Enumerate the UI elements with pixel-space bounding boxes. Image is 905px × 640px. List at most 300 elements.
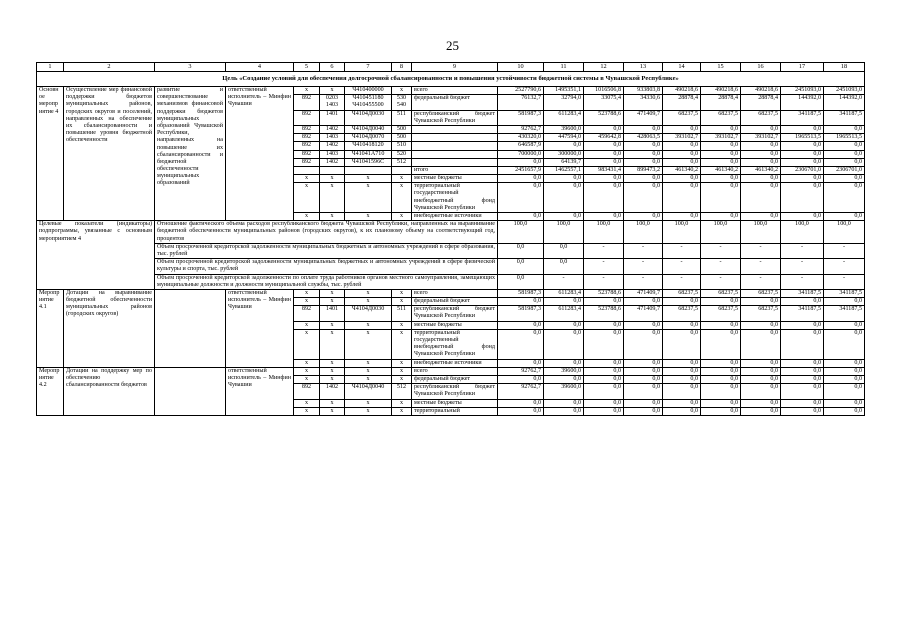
indicator-text: Объем просроченной кредиторской задолженности по оплате труда работников органов местного самоуправления, замещающих муниципальные должности и должности муниципальной службы, тыс. рублей [155,274,498,289]
budget-code-c6: x [320,175,345,183]
budget-code-c8: x [392,329,412,359]
amount-cell: 393102,7 [741,134,781,142]
amount-cell: 0,0 [781,399,824,407]
amount-cell: 0,0 [498,399,544,407]
amount-cell: 428063,5 [624,134,663,142]
amount-cell: 92762,7 [498,367,544,375]
amount-cell: 341187,5 [781,289,824,297]
amount-cell: 0,0 [781,329,824,359]
amount-cell: 0,0 [701,375,741,383]
budget-code-c8: x [392,175,412,183]
amount-cell: 0,0 [663,125,701,133]
budget-code-c5: x [294,359,320,367]
amount-cell: 581987,3 [498,289,544,297]
amount-cell: 0,0 [701,407,741,415]
amount-cell: 2306701,0 [781,166,824,174]
amount-cell: 0,0 [624,213,663,221]
budget-code-c5: x [294,289,320,297]
column-number: 1 [37,63,64,72]
amount-cell: 0,0 [741,407,781,415]
indicator-text: Объем просроченной кредиторской задолженности муниципальных бюджетных и автономных учреждений в сфере образования, тыс. рублей [155,243,498,258]
amount-cell: 0,0 [741,142,781,150]
indicator-value: - [781,259,824,274]
amount-cell: 0,0 [544,213,584,221]
amount-cell: 34330,6 [624,95,663,110]
funding-source: итого [412,166,498,174]
amount-cell: 0,0 [584,384,624,399]
amount-cell: 0,0 [498,321,544,329]
budget-code-c6: x [320,183,345,213]
amount-cell: 39600,0 [544,125,584,133]
amount-cell: 0,0 [624,321,663,329]
funding-source: федеральный бюджет [412,375,498,383]
budget-code-c5: x [294,329,320,359]
funding-source [412,134,498,142]
amount-cell: 0,0 [781,298,824,306]
column-number: 11 [544,63,584,72]
amount-cell: 0,0 [624,384,663,399]
amount-cell: 0,0 [624,329,663,359]
indicator-value: 0,0 [544,259,584,274]
amount-cell: 0,0 [663,367,701,375]
amount-cell: 523788,6 [584,306,624,321]
indicator-value: - [824,259,865,274]
budget-code-c5 [294,166,320,174]
amount-cell: 76132,7 [498,95,544,110]
indicator-value: - [584,259,624,274]
budget-code-c8: 530 540 [392,95,412,110]
indicator-value: 100,0 [663,221,701,244]
indicator-value: - [741,274,781,289]
amount-cell: 0,0 [824,321,865,329]
amount-cell: 1462557,1 [544,166,584,174]
funding-source: местные бюджеты [412,399,498,407]
amount-cell: 0,0 [544,399,584,407]
indicator-row [37,221,865,244]
expected-result [155,289,226,367]
amount-cell: 0,0 [741,359,781,367]
indicator-text: Объем просроченной кредиторской задолженности муниципальных бюджетных и автономных учреждений в сфере физической культуры и спорта, тыс. рублей [155,259,498,274]
budget-code-c7: Ч410418120 [345,142,392,150]
budget-code-c5: 892 [294,142,320,150]
amount-cell: 646587,9 [498,142,544,150]
amount-cell: 0,0 [584,329,624,359]
budget-code-c5: x [294,175,320,183]
amount-cell: 0,0 [663,213,701,221]
amount-cell: 68237,5 [701,110,741,125]
amount-cell: 0,0 [584,407,624,415]
budget-code-c5: x [294,367,320,375]
indicator-value: 100,0 [701,221,741,244]
amount-cell: 144392,0 [781,95,824,110]
table-row [37,87,865,95]
budget-code-c7: x [345,183,392,213]
budget-code-c7: x [345,213,392,221]
amount-cell: 92762,7 [498,125,544,133]
amount-cell: 0,0 [663,384,701,399]
indicator-value: - [701,243,741,258]
column-number: 5 [294,63,320,72]
amount-cell: 0,0 [584,183,624,213]
amount-cell: 0,0 [663,399,701,407]
amount-cell: 0,0 [624,407,663,415]
amount-cell: 0,0 [701,367,741,375]
funding-source: республиканский бюджет Чувашской Республики [412,110,498,125]
funding-source: всего [412,289,498,297]
amount-cell: 0,0 [824,142,865,150]
amount-cell: 0,0 [624,125,663,133]
indicator-row [37,259,865,274]
column-number: 16 [741,63,781,72]
funding-source [412,158,498,166]
amount-cell: 0,0 [498,298,544,306]
page-number: 25 [446,38,459,53]
budget-code-c7: Ч4104Д0040 [345,384,392,399]
budget-code-c5: x [294,321,320,329]
budget-code-c7: x [345,175,392,183]
indicator-value: - [624,274,663,289]
amount-cell: 0,0 [584,321,624,329]
amount-cell: 0,0 [781,367,824,375]
budget-code-c5: x [294,213,320,221]
amount-cell: 0,0 [824,407,865,415]
budget-code-c8 [392,166,412,174]
amount-cell: 0,0 [544,175,584,183]
amount-cell: 0,0 [824,375,865,383]
funding-source [412,150,498,158]
budget-code-c8: x [392,298,412,306]
indicator-value: - [624,243,663,258]
budget-code-c7: Ч410451180 Ч410455500 [345,95,392,110]
amount-cell: 2306701,0 [824,166,865,174]
budget-code-c6: x [320,213,345,221]
amount-cell: 0,0 [584,175,624,183]
amount-cell: 0,0 [741,329,781,359]
amount-cell: 0,0 [498,375,544,383]
amount-cell: 0,0 [498,213,544,221]
amount-cell: 0,0 [544,142,584,150]
budget-code-c6: 1401 [320,306,345,321]
amount-cell: 0,0 [544,407,584,415]
budget-code-c6: 1402 [320,125,345,133]
amount-cell: 0,0 [781,321,824,329]
column-number: 13 [624,63,663,72]
amount-cell: 0,0 [824,298,865,306]
amount-cell: 0,0 [741,158,781,166]
amount-cell: 0,0 [584,213,624,221]
budget-code-c6: 0203 1403 [320,95,345,110]
indicator-value: 100,0 [498,221,544,244]
amount-cell: 0,0 [624,367,663,375]
funding-source: федеральный бюджет [412,298,498,306]
expected-result [155,367,226,415]
budget-code-c7: Ч4104Д0030 [345,306,392,321]
amount-cell: 581987,3 [498,306,544,321]
budget-code-c8: x [392,87,412,95]
amount-cell: 300000,0 [544,150,584,158]
amount-cell: 0,0 [701,158,741,166]
budget-code-c5: 892 [294,384,320,399]
amount-cell: 0,0 [663,158,701,166]
amount-cell: 0,0 [701,384,741,399]
activity-code: Мероприятие 4.2 [37,367,64,415]
budget-code-c8: x [392,289,412,297]
amount-cell: 0,0 [663,375,701,383]
amount-cell: 0,0 [741,321,781,329]
amount-cell: 0,0 [624,375,663,383]
amount-cell: 341187,5 [824,110,865,125]
amount-cell: 0,0 [624,175,663,183]
budget-code-c8: x [392,407,412,415]
amount-cell: 0,0 [584,125,624,133]
amount-cell: 0,0 [584,375,624,383]
amount-cell: 1016506,8 [584,87,624,95]
amount-cell: 611283,4 [544,110,584,125]
amount-cell: 0,0 [624,359,663,367]
budget-code-c8: 500 [392,134,412,142]
column-number: 18 [824,63,865,72]
budget-code-c6: x [320,87,345,95]
budget-code-c6: 1402 [320,142,345,150]
budget-code-c5: 892 [294,150,320,158]
column-number: 10 [498,63,544,72]
column-number: 12 [584,63,624,72]
amount-cell: 0,0 [624,142,663,150]
budget-code-c5: x [294,298,320,306]
budget-code-c7: x [345,321,392,329]
budget-code-c7: Ч41041А710 [345,150,392,158]
budget-code-c8: x [392,183,412,213]
amount-cell: 611283,4 [544,289,584,297]
activity-name: Осуществление мер финансовой поддержки бюджетов муниципальных районов, городских округов и поселений, направленных на обеспечение их сбалансированности и повышение уровня бюджетной обеспеченности [64,87,155,221]
amount-cell: 461340,2 [741,166,781,174]
amount-cell: 0,0 [584,158,624,166]
funding-source [412,142,498,150]
amount-cell: 0,0 [781,175,824,183]
indicator-value: 0,0 [498,274,544,289]
funding-source: местные бюджеты [412,175,498,183]
column-number-row [37,63,865,72]
amount-cell: 0,0 [781,150,824,158]
budget-code-c5: x [294,183,320,213]
amount-cell: 0,0 [741,298,781,306]
budget-code-c7: x [345,399,392,407]
amount-cell: 1495351,1 [544,87,584,95]
amount-cell: 1965513,5 [781,134,824,142]
indicator-value: 100,0 [741,221,781,244]
amount-cell: 0,0 [498,407,544,415]
budget-code-c5: 892 [294,134,320,142]
amount-cell: 0,0 [741,384,781,399]
amount-cell: 490218,6 [663,87,701,95]
goal-row [37,72,865,87]
amount-cell: 341187,5 [781,110,824,125]
amount-cell: 1965513,5 [824,134,865,142]
budget-code-c8: x [392,213,412,221]
amount-cell: 341187,5 [824,306,865,321]
indicator-value: - [584,274,624,289]
amount-cell: 430320,0 [498,134,544,142]
indicator-value: - [584,243,624,258]
indicator-value: 0,0 [498,243,544,258]
budget-code-c5: x [294,399,320,407]
amount-cell: 0,0 [701,183,741,213]
budget-table [36,62,865,416]
table-row [37,367,865,375]
amount-cell: 0,0 [781,213,824,221]
amount-cell: 0,0 [824,183,865,213]
amount-cell: 0,0 [663,175,701,183]
amount-cell: 523788,6 [584,289,624,297]
amount-cell: 0,0 [741,150,781,158]
funding-source: местные бюджеты [412,321,498,329]
amount-cell: 0,0 [498,359,544,367]
budget-code-c8: x [392,321,412,329]
indicator-value: 0,0 [498,259,544,274]
amount-cell: 68237,5 [741,306,781,321]
column-number: 6 [320,63,345,72]
funding-source: территориальный государственный внебюджетный фонд Чувашской Республики [412,329,498,359]
amount-cell: 471409,7 [624,306,663,321]
budget-code-c6: x [320,407,345,415]
budget-code-c6 [320,166,345,174]
amount-cell: 700000,0 [498,150,544,158]
indicator-value: - [701,259,741,274]
amount-cell: 0,0 [663,407,701,415]
column-number: 15 [701,63,741,72]
amount-cell: 0,0 [624,183,663,213]
amount-cell: 0,0 [741,175,781,183]
amount-cell: 611283,4 [544,306,584,321]
activity-code: Основное мероприятие 4 [37,87,64,221]
indicators-label: Целевые показатели (индикаторы) подпрограммы, увязанные с основным мероприятием 4 [37,221,155,290]
budget-code-c7: Ч4104Д0040 [345,125,392,133]
budget-code-c8: x [392,375,412,383]
budget-code-c5: x [294,375,320,383]
amount-cell: 0,0 [624,298,663,306]
column-number: 7 [345,63,392,72]
amount-cell: 0,0 [824,150,865,158]
column-number: 4 [226,63,294,72]
amount-cell: 0,0 [584,359,624,367]
amount-cell: 0,0 [781,125,824,133]
amount-cell: 0,0 [824,399,865,407]
amount-cell: 0,0 [584,142,624,150]
amount-cell: 0,0 [544,321,584,329]
amount-cell: 459642,8 [584,134,624,142]
indicator-value: - [663,274,701,289]
budget-code-c6: 1403 [320,134,345,142]
amount-cell: 0,0 [741,213,781,221]
budget-code-c7: x [345,375,392,383]
funding-source: территориальный [412,407,498,415]
amount-cell: 983431,4 [584,166,624,174]
amount-cell: 68237,5 [741,110,781,125]
amount-cell: 0,0 [824,175,865,183]
budget-code-c8: 510 [392,142,412,150]
amount-cell: 0,0 [663,329,701,359]
amount-cell: 0,0 [701,125,741,133]
amount-cell: 0,0 [701,142,741,150]
budget-code-c6: 1401 [320,110,345,125]
budget-code-c6: x [320,298,345,306]
budget-code-c8: 512 [392,384,412,399]
funding-source: внебюджетные источники [412,359,498,367]
column-number: 17 [781,63,824,72]
expected-result: развитие и совершенствование механизмов финансовой поддержки бюджетов муниципальных образований Чувашской Республики, направленных на повышение их сбалансированности и бюджетной обеспеченности муниципальных образований [155,87,226,221]
budget-code-c8: 511 [392,306,412,321]
column-number: 8 [392,63,412,72]
budget-code-c7: Ч41041596С [345,158,392,166]
funding-source: территориальный государственный внебюджетный фонд Чувашской Республики [412,183,498,213]
amount-cell: 0,0 [624,158,663,166]
indicator-value: - [701,274,741,289]
funding-source: республиканский бюджет Чувашской Республики [412,306,498,321]
budget-code-c8: x [392,399,412,407]
budget-code-c8: 511 [392,110,412,125]
budget-code-c5: 892 [294,95,320,110]
budget-code-c8: 500 [392,125,412,133]
amount-cell: 68237,5 [663,110,701,125]
amount-cell: 0,0 [701,321,741,329]
amount-cell: 2451657,9 [498,166,544,174]
amount-cell: 2527790,6 [498,87,544,95]
budget-code-c5: x [294,407,320,415]
table-row [37,289,865,297]
budget-code-c7: x [345,407,392,415]
funding-source: внебюджетные источники [412,213,498,221]
amount-cell: 0,0 [824,367,865,375]
budget-code-c7: x [345,359,392,367]
indicator-value: 0,0 [544,243,584,258]
amount-cell: 341187,5 [781,306,824,321]
indicator-value: 100,0 [584,221,624,244]
indicator-value: 100,0 [624,221,663,244]
budget-code-c6: x [320,399,345,407]
activity-code: Мероприятие 4.1 [37,289,64,367]
budget-code-c6: 1402 [320,384,345,399]
budget-code-c5: 892 [294,158,320,166]
column-number: 3 [155,63,226,72]
amount-cell: 0,0 [824,158,865,166]
budget-code-c6: 1402 [320,158,345,166]
funding-source [412,125,498,133]
indicator-value: 100,0 [544,221,584,244]
column-number: 14 [663,63,701,72]
amount-cell: 0,0 [584,298,624,306]
amount-cell: 0,0 [663,321,701,329]
budget-code-c5: 892 [294,110,320,125]
amount-cell: 471409,7 [624,289,663,297]
budget-code-c6: x [320,359,345,367]
indicator-value: 100,0 [824,221,865,244]
amount-cell: 0,0 [701,359,741,367]
goal-title: Цель «Создание условий для обеспечения долгосрочной сбалансированности и повышения устойчивости бюджетной системы в Чувашской Республике» [37,72,865,87]
indicator-value: - [824,243,865,258]
amount-cell: 0,0 [781,375,824,383]
amount-cell: 471409,7 [624,110,663,125]
budget-code-c6: x [320,289,345,297]
amount-cell: 0,0 [498,183,544,213]
budget-code-c8: x [392,359,412,367]
amount-cell: 0,0 [624,399,663,407]
amount-cell: 0,0 [701,298,741,306]
indicator-value: - [741,259,781,274]
amount-cell: 0,0 [824,329,865,359]
indicator-value: - [663,259,701,274]
amount-cell: 68237,5 [701,306,741,321]
budget-code-c6: x [320,321,345,329]
